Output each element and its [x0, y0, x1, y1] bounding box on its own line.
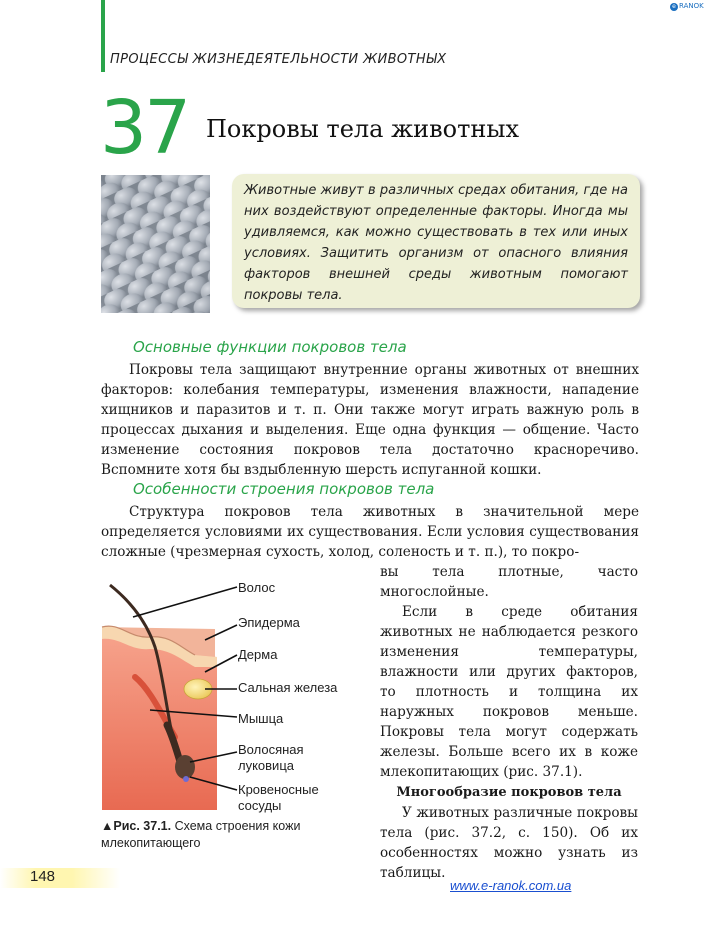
figure-caption: [101, 818, 361, 852]
diversity-text: У животных различные покровы тела (рис. 37.2, с. 150). Об их особенностях можно узнать из таблицы.: [380, 805, 638, 881]
label-gland: Сальная железа: [238, 680, 338, 695]
intro-box: [232, 174, 640, 308]
structure-paragraph: [101, 502, 639, 562]
diversity-subheading: Многообразие покровов тела: [396, 785, 622, 800]
scales-image: [101, 175, 210, 313]
skin-diagram-svg: [95, 577, 375, 817]
website-link[interactable]: www.e-ranok.com.ua: [450, 878, 572, 893]
label-bulb: [238, 742, 304, 774]
functions-text: Покровы тела защищают внутренние органы животных от внешних факторов: колебания температуры, изменения влажности, нападение хищников и паразитов и т. п. Они также могут играть важную роль в процессах дыхания и выделения. Еще одна функция — общение. Часто изменение состояния покровов тела достаточно красноречиво. Вспомните хотя бы вздыбленную шерсть испуганной кошки.: [101, 362, 639, 478]
functions-paragraph: [101, 360, 639, 480]
label-vessels-line1: Кровеносные: [238, 782, 319, 797]
intro-text: Животные живут в различных средах обитания, где на них воздействуют определенные факторы. Иногда мы удивляемся, как можно существовать в тех или иных условиях. Защитить организм от опасного влияния факторов внешней среды животным помогают покровы тела.: [244, 183, 628, 303]
skin-diagram: [95, 577, 375, 817]
label-vessels: [238, 782, 319, 814]
label-epidermis: Эпидерма: [238, 615, 300, 630]
caption-triangle-icon: ▲: [101, 819, 114, 833]
label-vessels-line2: сосуды: [238, 798, 282, 813]
label-bulb-line2: луковица: [238, 758, 294, 773]
label-hair: Волос: [238, 580, 276, 595]
dense-covers-text: вы тела плотные, часто многослойные.: [380, 564, 638, 600]
glands-text: Если в среде обитания животных не наблюдается резкого изменения температуры, влажности или других факторов, то плотность и толщина их наружных покровов меньше. Покровы тела могут содержать железы. Больше всего их в коже млекопитающих (рис. 37.1).: [380, 604, 638, 780]
e-logo-icon: e: [670, 3, 678, 11]
label-muscle: Мышца: [238, 711, 284, 726]
label-bulb-line1: Волосяная: [238, 742, 304, 757]
chapter-number: 37: [100, 85, 189, 171]
skin-texture-photo: [101, 175, 210, 313]
chapter-title: Покровы тела животных: [206, 115, 520, 143]
right-column-text: [380, 562, 638, 883]
caption-text: Схема строения кожи млекопитающего: [101, 819, 301, 850]
logo-text: RANOK: [679, 2, 704, 10]
page-number-strip: [0, 868, 120, 888]
section-heading-structure: Особенности строения покровов тела: [133, 480, 435, 498]
section-heading-functions: Основные функции покровов тела: [133, 338, 407, 356]
green-margin-bar: [101, 0, 105, 72]
pointer-hair: [133, 587, 237, 617]
publisher-logo: [670, 2, 704, 11]
structure-text: Структура покровов тела животных в значительной мере определяется условиями их существования. Если условия существования сложные (чрезмерная сухость, холод, соленость и т. п.), то покро-: [101, 504, 639, 560]
running-header: ПРОЦЕССЫ ЖИЗНЕДЕЯТЕЛЬНОСТИ ЖИВОТНЫХ: [110, 52, 447, 67]
hair-bulb: [175, 755, 195, 779]
caption-label: Рис. 37.1.: [113, 819, 172, 833]
blood-vessel: [183, 776, 189, 782]
page-number: 148: [30, 868, 56, 885]
label-dermis: Дерма: [238, 647, 278, 662]
